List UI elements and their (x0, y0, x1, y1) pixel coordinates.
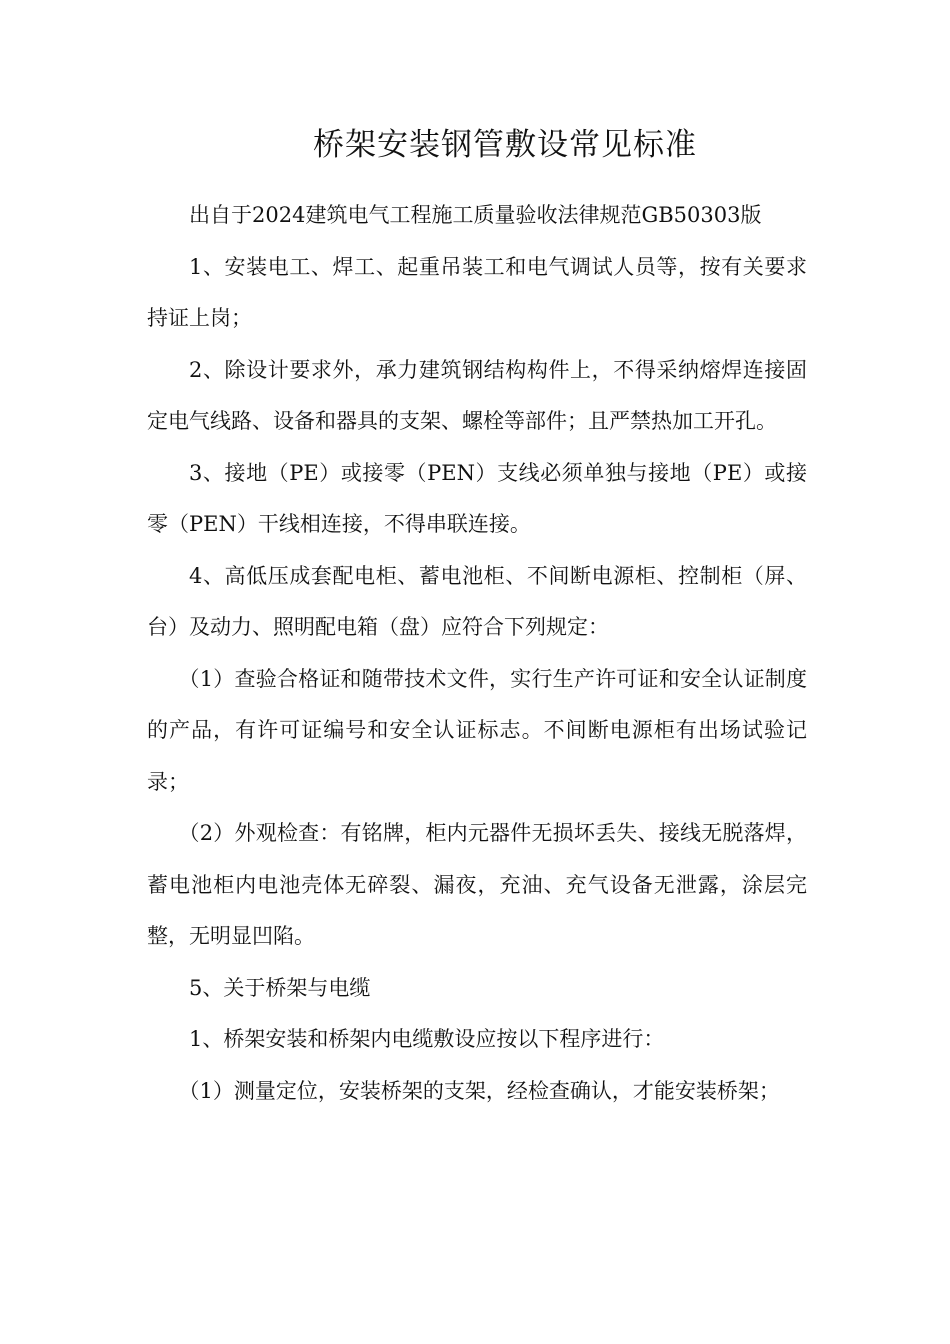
paragraph-item-4: 4、高低压成套配电柜、蓄电池柜、不间断电源柜、控制柜（屏、台）及动力、照明配电箱（盘）应符合下列规定： (147, 563, 807, 639)
paragraph-subitem-4-2: （2）外观检查：有铭牌，柜内元器件无损坏丢失、接线无脱落焊，蓄电池柜内电池壳体无碎裂、漏夜，充油、充气设备无泄露，涂层完整，无明显凹陷。 (147, 821, 807, 948)
paragraph-subitem-5-1-1: （1）测量定位，安装桥架的支架，经检查确认，才能安装桥架； (178, 1078, 780, 1103)
document-title: 桥架安装钢管敷设常见标准 (313, 127, 697, 163)
paragraph-item-5-1: 1、桥架安装和桥架内电缆敷设应按以下程序进行： (189, 1027, 665, 1051)
paragraph-item-3: 3、接地（PE）或接零（PEN）支线必须单独与接地（PE）或接零（PEN）干线相连接，不得串联连接。 (147, 460, 807, 536)
paragraph-item-2: 2、除设计要求外，承力建筑钢结构构件上，不得采纳熔焊连接固定电气线路、设备和器具的支架、螺栓等部件；且严禁热加工开孔。 (147, 357, 807, 433)
document-body (147, 190, 807, 1117)
paragraph-subitem-4-1: （1）查验合格证和随带技术文件，实行生产许可证和安全认证制度的产品，有许可证编号和安全认证标志。不间断电源柜有出场试验记录； (147, 666, 807, 794)
paragraph-item-1: 1、安装电工、焊工、起重吊装工和电气调试人员等，按有关要求持证上岗； (147, 254, 807, 330)
paragraph-source: 出自于2024建筑电气工程施工质量验收法律规范GB50303版 (189, 203, 762, 227)
paragraph-item-5: 5、关于桥架与电缆 (189, 975, 371, 1000)
